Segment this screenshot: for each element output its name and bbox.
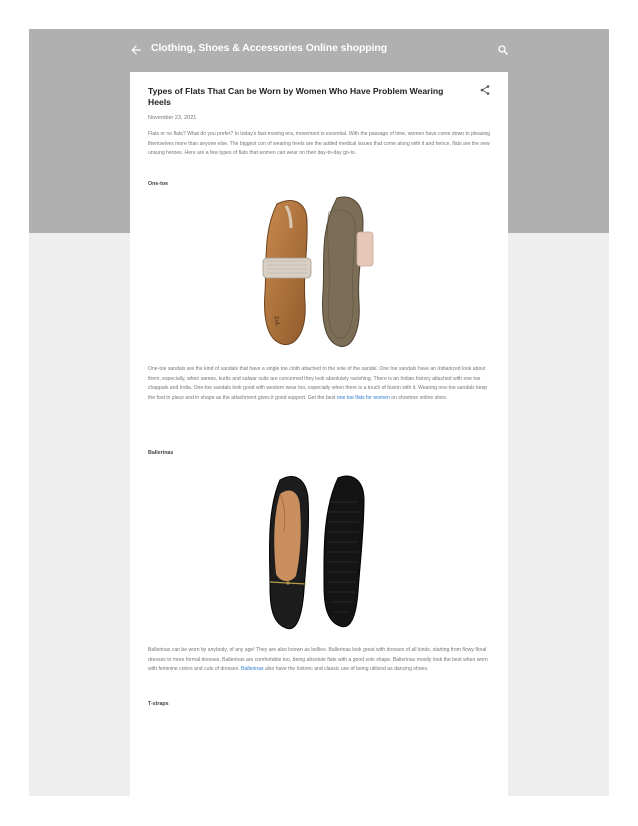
- one-toe-paragraph: [148, 365, 492, 403]
- post-title[interactable]: Types of Flats That Can be Worn by Women Who Have Problem Wearing Heels: [148, 86, 444, 107]
- one-toe-text: One-toe sandals are the kind of sandals that have a single toe cloth attached to the sole of the sandal. One toe sandals have an Indianized look about them, especially, when sarees, kurtis and salwar suits are concerned they look absolutely ravishing. There is an Indian history attached with one toe chappals and India. One-toe sandals look good with western wear too, especially when there is a touch of fusion with it. Wearing one-toe sandals keep the foot in place and in shape as the attachment gives it good support. Get the best: [148, 366, 488, 401]
- ballerinas-link[interactable]: Ballerinas: [241, 666, 264, 673]
- section-heading-t-straps: T-straps: [148, 701, 169, 707]
- one-toe-text-end: on shoetree online store.: [391, 394, 448, 401]
- page-frame: [29, 29, 609, 796]
- section-heading-one-toe: One-toe: [148, 181, 169, 187]
- ballerina-flat-image: [260, 472, 380, 632]
- site-title[interactable]: Clothing, Shoes & Accessories Online shopping: [151, 42, 388, 54]
- one-toe-flats-link[interactable]: one toe flats for women: [336, 394, 390, 401]
- svg-text:ZoL: ZoL: [272, 315, 281, 327]
- one-toe-sandal-image: [255, 192, 375, 352]
- intro-paragraph: Flats or no flats? What do you prefer? In today's fast-moving era, movement is essential. With the passage of time, women have come down to pleasing themselves more than anyone else. The biggest con of wearing heels are the added medical issues that come along with it and hence, flats are the new unsung heroes. Here are a few types of flats that women can wear on their day-to-day go-to.: [148, 131, 491, 157]
- ballerinas-paragraph: [148, 646, 492, 675]
- post-card: [130, 72, 508, 796]
- section-heading-ballerinas: Ballerinas: [148, 450, 174, 456]
- share-icon[interactable]: [479, 84, 491, 96]
- back-arrow-icon[interactable]: [129, 43, 143, 57]
- search-icon[interactable]: [497, 44, 509, 56]
- post-date: November 23, 2021: [148, 115, 197, 121]
- ballerinas-text-end: also have the historic and classic use of being utilized as dancing shoes.: [264, 666, 429, 673]
- ballerinas-text: Ballerinas can be worn by anybody, of any age! They are also known as bellies. Ballerinas look great with dresses of all kinds, starting from flowy floral dresses to more formal dresses. Ballerinas are comfortable too, being absolute flats with a good sole shape. Ballerinas mostly look the best when worn with feminine colors and cuts of dresses.: [148, 647, 488, 673]
